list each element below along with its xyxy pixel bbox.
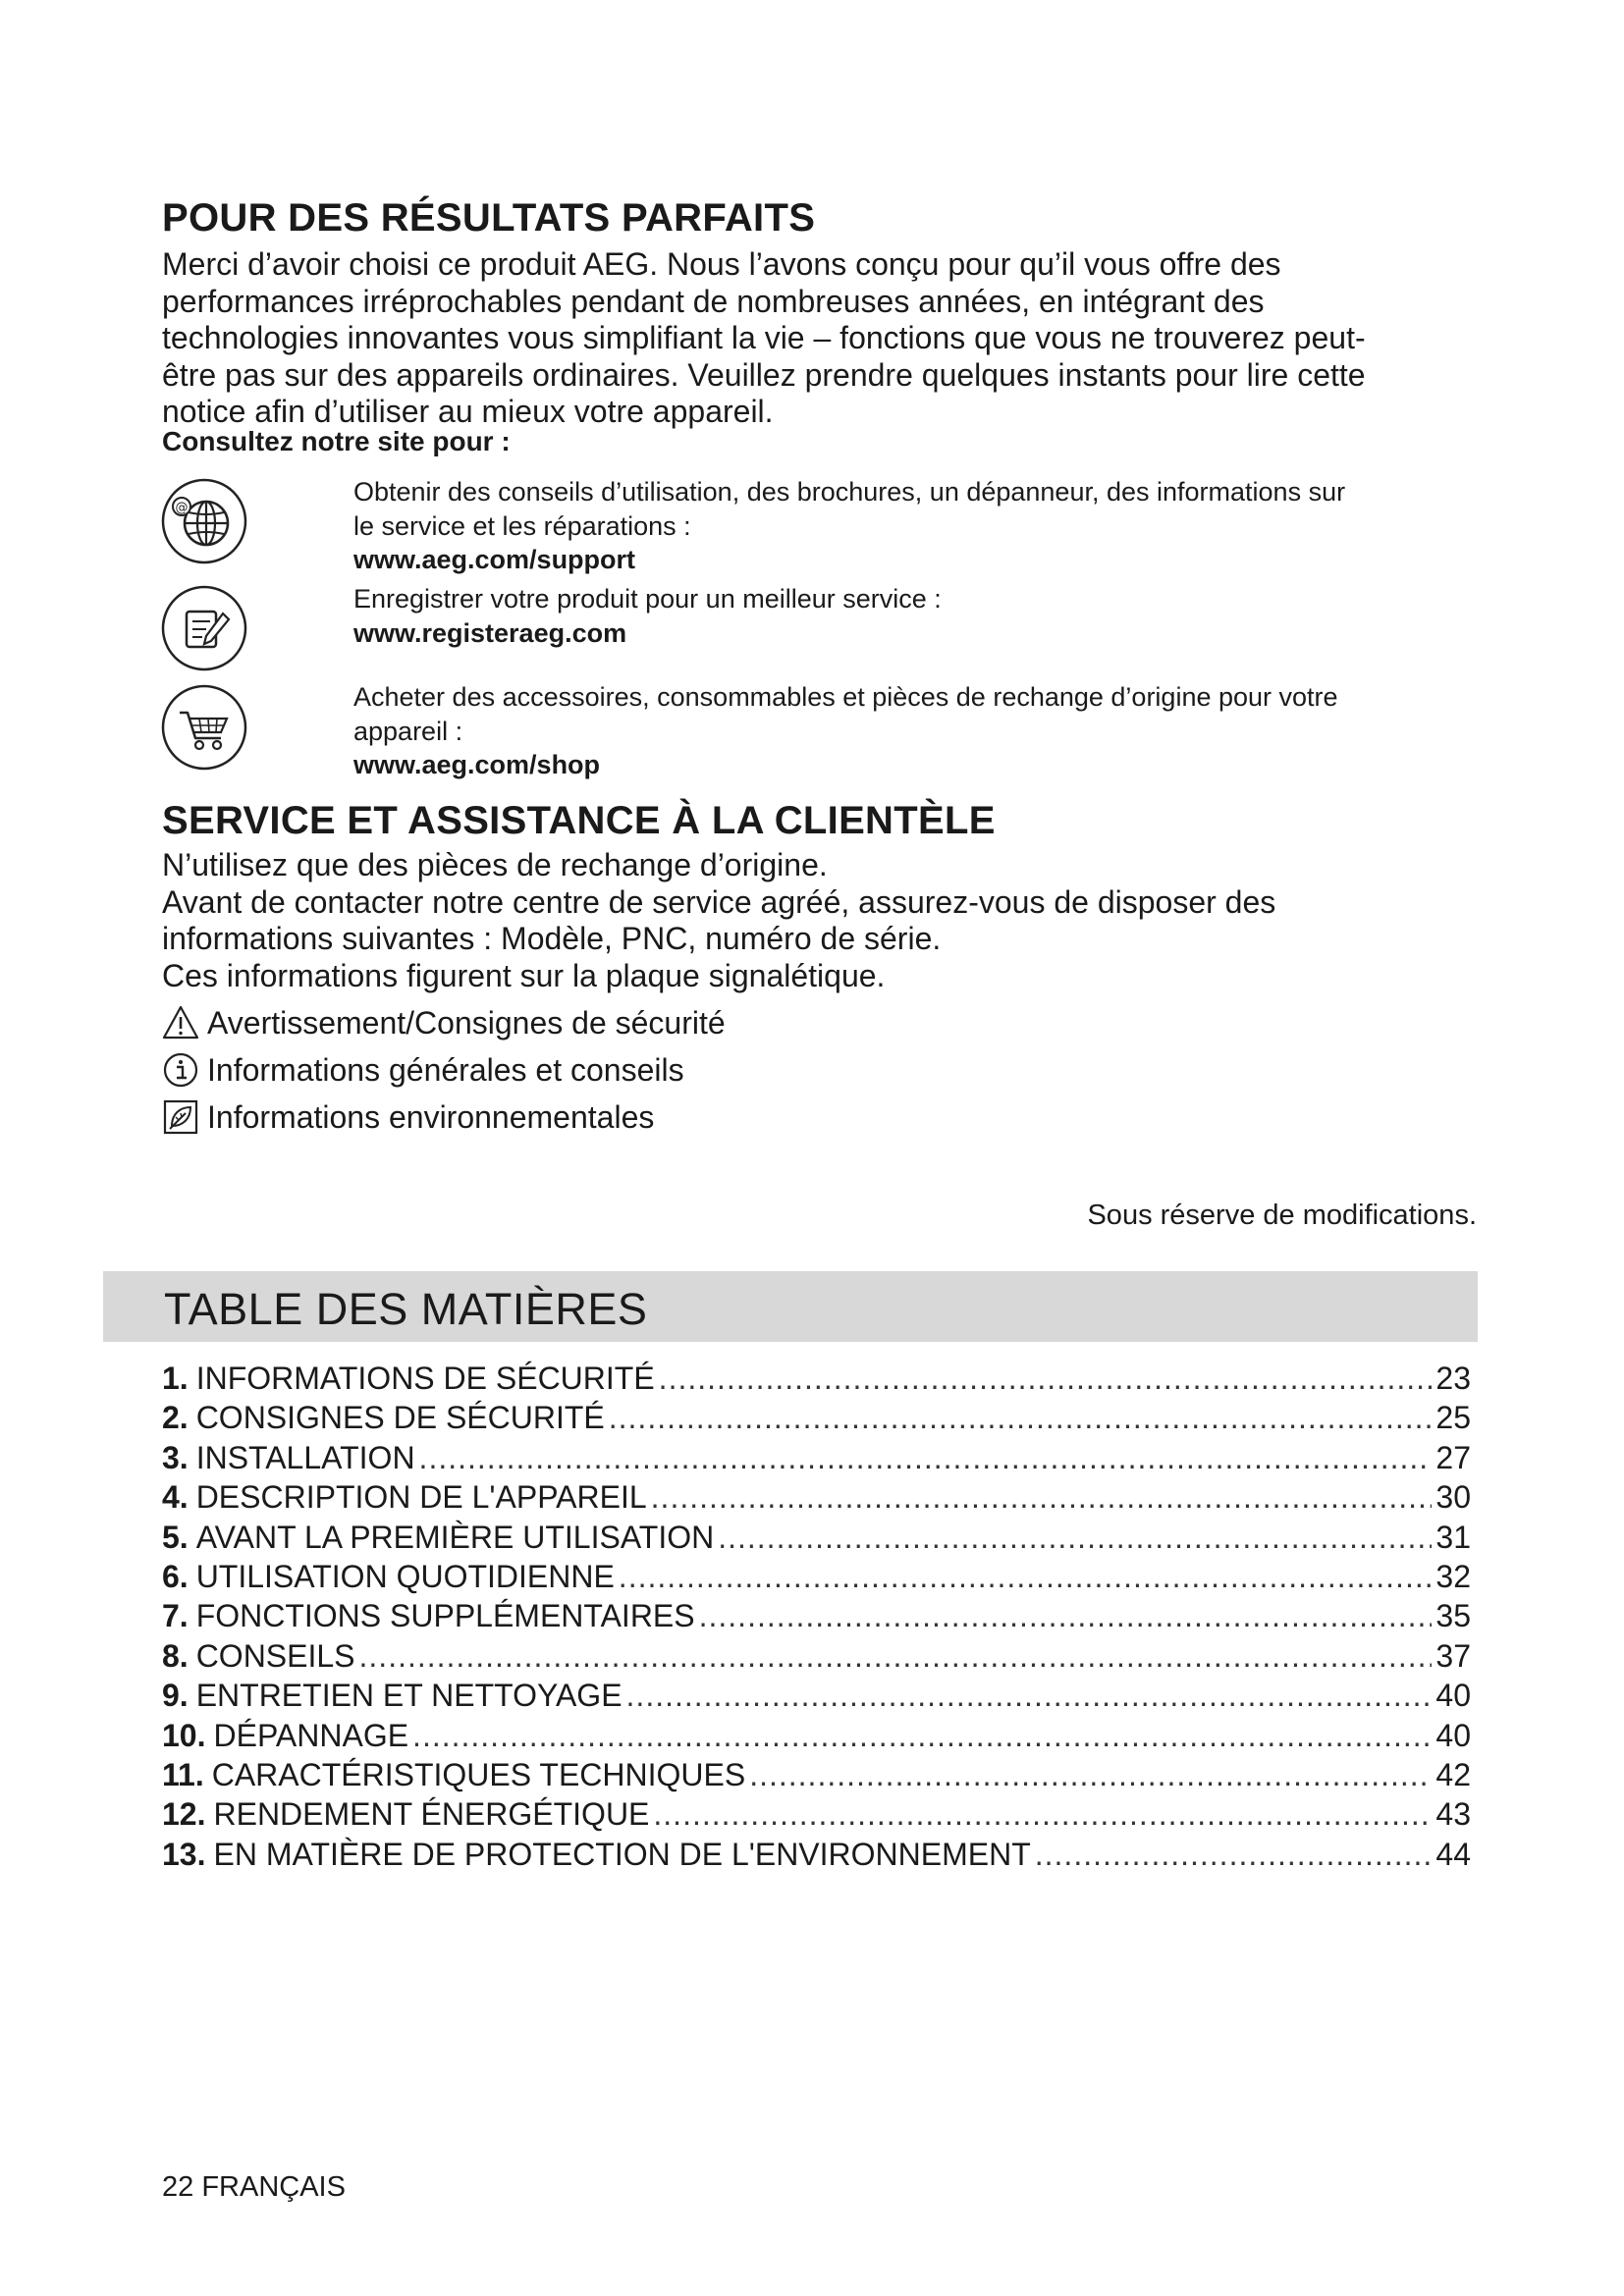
toc-number: 10. bbox=[162, 1717, 206, 1753]
toc-leader bbox=[359, 1638, 1433, 1675]
warning-icon bbox=[162, 1004, 199, 1041]
toc-entry[interactable] bbox=[162, 1479, 1471, 1519]
toc-leader bbox=[749, 1757, 1432, 1793]
toc-number: 9. bbox=[162, 1678, 189, 1714]
toc-entry[interactable] bbox=[162, 1598, 1471, 1637]
site-item-shop bbox=[353, 680, 1473, 782]
toc-title: TABLE DES MATIÈRES bbox=[164, 1284, 648, 1334]
toc-number: 3. bbox=[162, 1439, 189, 1475]
toc-entry[interactable] bbox=[162, 1559, 1471, 1598]
service-line: N’utilisez que des pièces de rechange d’origine. bbox=[162, 847, 828, 882]
legend-environment bbox=[162, 1097, 654, 1137]
toc-page: 44 bbox=[1435, 1836, 1471, 1872]
intro-line: technologies innovantes vous simplifiant la vie – fonctions que vous ne trouverez peut- bbox=[162, 320, 1366, 355]
toc-label: AVANT LA PREMIÈRE UTILISATION bbox=[195, 1519, 715, 1555]
toc-entry[interactable] bbox=[162, 1678, 1471, 1717]
toc-entry[interactable] bbox=[162, 1440, 1471, 1479]
shopping-cart-icon bbox=[160, 683, 248, 772]
toc-label: CONSIGNES DE SÉCURITÉ bbox=[195, 1400, 605, 1436]
toc-label: DESCRIPTION DE L'APPAREIL bbox=[195, 1479, 647, 1516]
site-item-text: Obtenir des conseils d’utilisation, des brochures, un dépanneur, des informations sur bbox=[353, 477, 1346, 507]
service-heading: SERVICE ET ASSISTANCE À LA CLIENTÈLE bbox=[162, 799, 996, 842]
toc-label: UTILISATION QUOTIDIENNE bbox=[195, 1558, 615, 1594]
toc-number: 11. bbox=[162, 1756, 204, 1792]
site-item-text: Enregistrer votre produit pour un meilleur service : bbox=[353, 584, 942, 614]
site-item-text: le service et les réparations : bbox=[353, 510, 691, 541]
service-line: Avant de contacter notre centre de service agréé, assurez-vous de disposer des bbox=[162, 883, 1276, 920]
legend-label: Avertissement/Consignes de sécurité bbox=[207, 1004, 726, 1041]
intro-line: performances irréprochables pendant de nombreuses années, en intégrant des bbox=[162, 283, 1265, 319]
toc-entry[interactable] bbox=[162, 1837, 1471, 1876]
toc-number: 2. bbox=[162, 1400, 189, 1436]
register-link[interactable]: www.registeraeg.com bbox=[353, 617, 627, 648]
toc-page: 23 bbox=[1435, 1361, 1471, 1396]
toc-label: CARACTÉRISTIQUES TECHNIQUES bbox=[211, 1756, 746, 1792]
toc-list bbox=[162, 1361, 1471, 1876]
globe-icon bbox=[160, 477, 248, 565]
toc-page: 25 bbox=[1435, 1400, 1471, 1436]
toc-leader bbox=[619, 1559, 1433, 1595]
service-paragraph bbox=[162, 847, 1468, 994]
site-item-text: appareil : bbox=[353, 716, 463, 746]
toc-label: INFORMATIONS DE SÉCURITÉ bbox=[195, 1361, 655, 1396]
register-icon bbox=[160, 584, 248, 672]
toc-label: FONCTIONS SUPPLÉMENTAIRES bbox=[195, 1598, 695, 1634]
intro-line: Merci d’avoir choisi ce produit AEG. Nous l’avons conçu pour qu’il vous offre des bbox=[162, 246, 1281, 282]
toc-label: RENDEMENT ÉNERGÉTIQUE bbox=[213, 1796, 650, 1833]
toc-label: DÉPANNAGE bbox=[213, 1717, 409, 1753]
site-item-register bbox=[353, 582, 1473, 650]
toc-entry[interactable] bbox=[162, 1520, 1471, 1559]
toc-leader bbox=[718, 1520, 1432, 1556]
toc-entry[interactable] bbox=[162, 1638, 1471, 1678]
toc-page: 43 bbox=[1435, 1796, 1471, 1833]
service-line: informations suivantes : Modèle, PNC, numéro de série. bbox=[162, 921, 942, 956]
intro-paragraph bbox=[162, 246, 1468, 431]
support-link[interactable]: www.aeg.com/support bbox=[353, 545, 636, 574]
legend-label: Informations générales et conseils bbox=[207, 1051, 684, 1088]
toc-label: EN MATIÈRE DE PROTECTION DE L'ENVIRONNEMENT bbox=[213, 1836, 1031, 1872]
toc-page: 30 bbox=[1435, 1479, 1471, 1516]
legend-label: Informations environnementales bbox=[207, 1098, 655, 1135]
intro-line: être pas sur des appareils ordinaires. Veuillez prendre quelques instants pour lire cette bbox=[162, 356, 1366, 393]
toc-page: 40 bbox=[1435, 1717, 1471, 1753]
legend-info bbox=[162, 1050, 684, 1090]
info-icon bbox=[162, 1051, 199, 1089]
toc-entry[interactable] bbox=[162, 1757, 1471, 1796]
toc-page: 37 bbox=[1435, 1637, 1471, 1674]
intro-line: notice afin d’utiliser au mieux votre appareil. bbox=[162, 394, 774, 429]
service-line: Ces informations figurent sur la plaque signalétique. bbox=[162, 957, 886, 993]
toc-label: INSTALLATION bbox=[195, 1439, 415, 1475]
toc-label: ENTRETIEN ET NETTOYAGE bbox=[195, 1678, 623, 1714]
toc-number: 7. bbox=[162, 1598, 189, 1634]
page-footer: 22 FRANÇAIS bbox=[162, 2171, 346, 2203]
toc-leader bbox=[659, 1361, 1433, 1397]
toc-number: 13. bbox=[162, 1836, 206, 1872]
toc-leader bbox=[609, 1400, 1433, 1436]
toc-leader bbox=[626, 1678, 1433, 1714]
toc-leader bbox=[699, 1598, 1433, 1634]
toc-number: 4. bbox=[162, 1479, 189, 1516]
shop-link[interactable]: www.aeg.com/shop bbox=[353, 750, 601, 779]
toc-entry[interactable] bbox=[162, 1796, 1471, 1836]
toc-leader bbox=[419, 1440, 1433, 1476]
toc-page: 40 bbox=[1435, 1678, 1471, 1714]
toc-number: 12. bbox=[162, 1796, 206, 1833]
toc-label: CONSEILS bbox=[195, 1637, 355, 1674]
toc-page: 35 bbox=[1435, 1598, 1471, 1634]
toc-leader bbox=[412, 1718, 1432, 1754]
toc-page: 27 bbox=[1435, 1439, 1471, 1475]
toc-leader bbox=[653, 1796, 1432, 1833]
toc-page: 31 bbox=[1435, 1519, 1471, 1555]
site-item-support bbox=[353, 475, 1473, 577]
toc-entry[interactable] bbox=[162, 1718, 1471, 1757]
toc-leader bbox=[651, 1479, 1433, 1516]
svg-text:@: @ bbox=[175, 501, 189, 515]
toc-number: 1. bbox=[162, 1361, 189, 1396]
toc-header-band bbox=[103, 1271, 1478, 1342]
legend-warning bbox=[162, 1003, 726, 1042]
toc-leader bbox=[1035, 1837, 1433, 1873]
toc-entry[interactable] bbox=[162, 1361, 1471, 1400]
results-heading: POUR DES RÉSULTATS PARFAITS bbox=[162, 196, 816, 240]
toc-page: 32 bbox=[1435, 1558, 1471, 1594]
toc-number: 5. bbox=[162, 1519, 189, 1555]
toc-number: 8. bbox=[162, 1637, 189, 1674]
site-item-text: Acheter des accessoires, consommables et pièces de rechange d’origine pour votre bbox=[353, 682, 1338, 712]
site-heading: Consultez notre site pour : bbox=[162, 426, 511, 456]
reserve-note: Sous réserve de modifications. bbox=[1087, 1200, 1477, 1231]
environment-leaf-icon bbox=[162, 1098, 199, 1136]
toc-entry[interactable] bbox=[162, 1400, 1471, 1439]
toc-page: 42 bbox=[1435, 1756, 1471, 1792]
toc-number: 6. bbox=[162, 1558, 189, 1594]
